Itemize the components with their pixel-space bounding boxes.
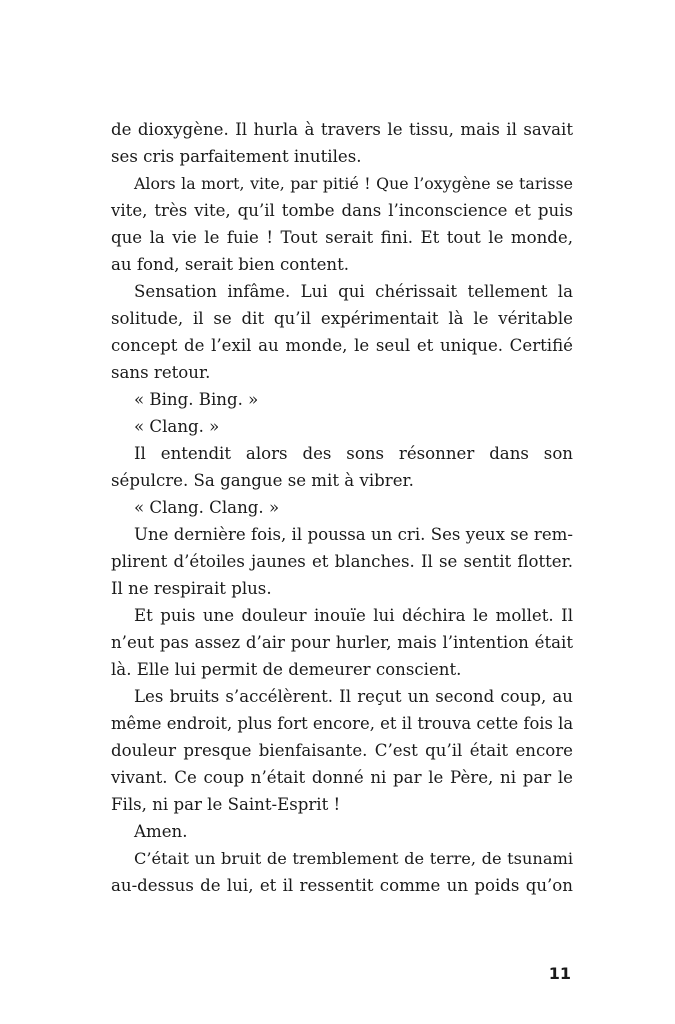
page-number: 11: [548, 964, 571, 983]
text-line: Fils, ni par le Saint-Esprit !: [111, 795, 341, 814]
text-line: de dioxygène. Il hurla à travers le tissu, mais il savait: [111, 120, 573, 139]
text-line: là. Elle lui permit de demeurer conscient.: [111, 660, 462, 679]
text-line: Et puis une douleur inouïe lui déchira le mollet. Il: [134, 606, 573, 625]
text-line: « Clang. »: [134, 417, 220, 436]
page-body-text: [111, 116, 573, 899]
text-line: même endroit, plus fort encore, et il trouva cette fois la: [111, 714, 574, 733]
text-line: sans retour.: [111, 363, 211, 382]
text-line: n’eut pas assez d’air pour hurler, mais l’intention était: [111, 633, 573, 652]
text-line: vivant. Ce coup n’était donné ni par le Père, ni par le: [111, 768, 573, 787]
text-line: Alors la mort, vite, par pitié ! Que l’oxygène se tarisse: [134, 174, 573, 193]
text-line: Une dernière fois, il poussa un cri. Ses yeux se rem-: [134, 525, 573, 544]
text-line: vite, très vite, qu’il tombe dans l’inconscience et puis: [111, 201, 573, 220]
text-line: « Bing. Bing. »: [134, 390, 259, 409]
text-line: « Clang. Clang. »: [134, 498, 280, 517]
text-line: Amen.: [134, 822, 188, 841]
text-line: au-dessus de lui, et il ressentit comme un poids qu’on: [111, 876, 573, 895]
text-line: Il entendit alors des sons résonner dans son: [134, 444, 573, 463]
text-line: sépulcre. Sa gangue se mit à vibrer.: [111, 471, 414, 490]
text-line: au fond, serait bien content.: [111, 255, 350, 274]
text-line: concept de l’exil au monde, le seul et unique. Certifié: [111, 336, 573, 355]
text-line: C’était un bruit de tremblement de terre, de tsunami: [134, 849, 573, 868]
text-line: que la vie le fuie ! Tout serait fini. Et tout le monde,: [111, 228, 573, 247]
text-line: Les bruits s’accélèrent. Il reçut un second coup, au: [134, 687, 573, 706]
text-line: douleur presque bienfaisante. C’est qu’il était encore: [111, 741, 573, 760]
text-line: solitude, il se dit qu’il expérimentait là le véritable: [111, 309, 573, 328]
text-line: Sensation infâme. Lui qui chérissait tellement la: [134, 282, 573, 301]
text-line: ses cris parfaitement inutiles.: [111, 147, 362, 166]
text-line: plirent d’étoiles jaunes et blanches. Il se sentit flotter.: [111, 552, 573, 571]
text-line: Il ne respirait plus.: [111, 579, 272, 598]
